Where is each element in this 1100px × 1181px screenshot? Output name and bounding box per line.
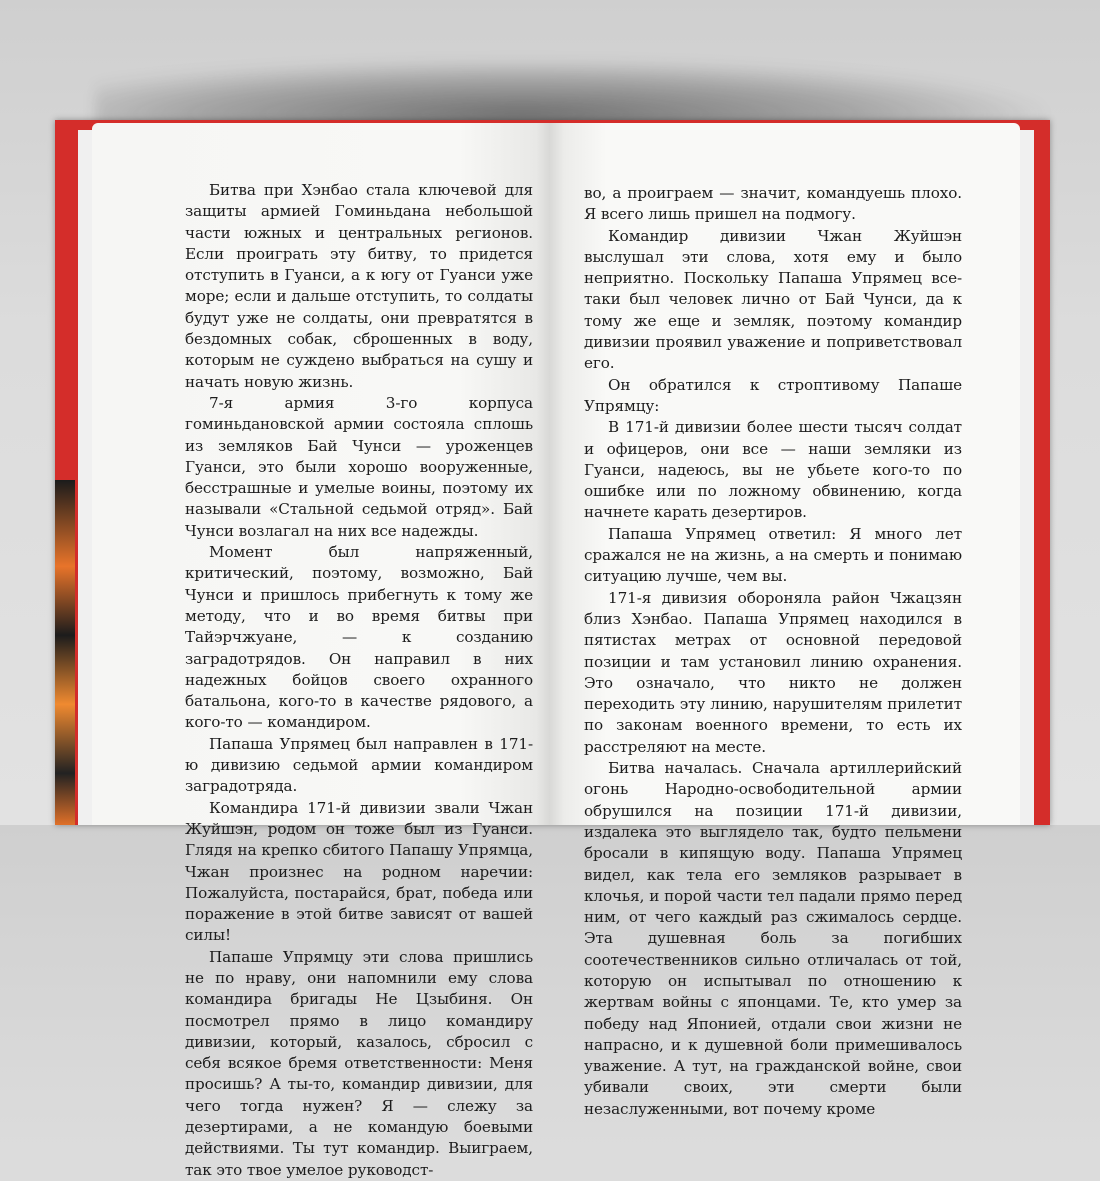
paragraph: 171-я дивизия обороняла район Чжацзян близ Хэнбао. Папаша Упрямец находился в пятистах метрах от основной передовой позиции и там установил линию охранения. Это означало, что никто не должен переходить эту линию, нарушителям прилетит по законам военного времени, то есть их расстреляют на месте.	[584, 588, 962, 756]
right-page	[550, 123, 1020, 1118]
page-edges-left	[78, 130, 92, 825]
paragraph: Папаша Упрямец ответил: Я много лет сражался не на жизнь, а на смерть и понимаю ситуацию лучше, чем вы.	[584, 524, 962, 586]
left-page-text	[185, 180, 533, 1181]
right-page-text	[584, 183, 962, 1120]
left-page	[92, 123, 550, 1179]
paragraph: Он обратился к строптивому Папаше Упрямцу:	[584, 375, 962, 415]
paragraph: Момент был напряженный, критический, поэтому, возможно, Бай Чунси и пришлось прибегнуть к тому же методу, что и во время битвы при Тайэрчжуане, — к созданию заградотрядов. Он направил в них надежных бойцов своего охранного батальона, кого-то в качестве рядового, а кого-то — командиром.	[185, 543, 533, 732]
paragraph: В 171-й дивизии более шести тысяч солдат и офицеров, они все — наши земляки из Гуанси, надеюсь, вы не убьете кого-то по ошибке или по ложному обвинению, когда начнете карать дезертиров.	[584, 418, 962, 522]
paragraph: Командир дивизии Чжан Жуйшэн выслушал эти слова, хотя ему и было неприятно. Поскольку Папаша Упрямец все-таки был человек лично от Бай Чунси, да к тому же еще и земляк, поэтому командир дивизии проявил уважение и поприветствовал его.	[584, 226, 962, 373]
paragraph: 7-я армия 3-го корпуса гоминьдановской армии состояла сплошь из земляков Бай Чунси — уроженцев Гуанси, это были хорошо вооруженные, бесстрашные и умелые воины, поэтому их называли «Стальной седьмой отряд». Бай Чунси возлагал на них все надежды.	[185, 393, 533, 540]
paragraph: Командира 171-й дивизии звали Чжан Жуйшэн, родом он тоже был из Гуанси. Глядя на крепко сбитого Папашу Упрямца, Чжан произнес на родном наречии: Пожалуйста, постарайся, брат, победа или поражение в этой битве зависят от вашей силы!	[185, 798, 533, 945]
paragraph: Папаша Упрямец был направлен в 171-ю дивизию седьмой армии командиром заградотряда.	[185, 734, 533, 796]
paragraph: Папаше Упрямцу эти слова пришлись не по нраву, они напомнили ему слова командира бригады Не Цзыбиня. Он посмотрел прямо в лицо командиру дивизии, который, казалось, сбросил с себя всякое бремя ответственности: Меня просишь? А ты-то, командир дивизии, для чего тогда нужен? Я — слежу за дезертирами, а не командую боевыми действиями. Ты тут командир. Выиграем, так это твое умелое руководст-	[185, 947, 533, 1179]
paragraph: Битва при Хэнбао стала ключевой для защиты армией Гоминьдана небольшой части южных и центральных регионов. Если проиграть эту битву, то придется отступить в Гуанси, а к югу от Гуанси уже море; если и дальше отступить, то солдаты будут уже не солдаты, они превратятся в бездомных собак, сброшенных в воду, которым не суждено выбраться на сушу и начать новую жизнь.	[185, 181, 533, 391]
paragraph: Битва началась. Сначала артиллерийский огонь Народно-освободительной армии обрушился на позиции 171-й дивизии, издалека это выглядело так, будто пельмени бросали в кипящую воду. Папаша Упрямец видел, как тела его земляков разрывает в клочья, и порой части тел падали прямо перед ним, от чего каждый раз сжималось сердце. Эта душевная боль за погибших соотечественников сильно отличалась от той, которую он испытывал по отношению к жертвам войны с японцами. Те, кто умер за победу над Японией, отдали свои жизни не напрасно, и к душевной боли примешивалось уважение. А тут, на гражданской войне, свои убивали своих, эти смерти были незаслуженными, вот почему кроме	[584, 759, 962, 1118]
cover-artwork-strip	[55, 480, 75, 825]
page-edges-right	[1020, 130, 1034, 825]
paragraph: во, а проиграем — значит, командуешь плохо. Я всего лишь пришел на подмогу.	[584, 184, 962, 224]
